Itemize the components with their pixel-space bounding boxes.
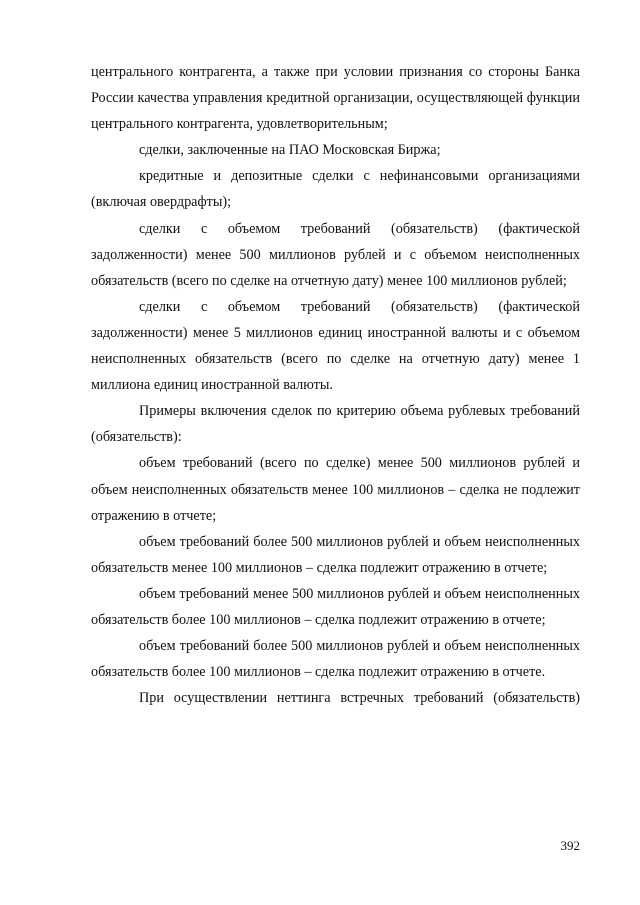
paragraph-moex-deals: сделки, заключенные на ПАО Московская Биржа; xyxy=(139,142,441,159)
page-number: 392 xyxy=(560,838,580,853)
paragraph-credit-deposit-deals: кредитные и депозитные сделки с нефинансовыми организациями (включая овердрафты); xyxy=(91,168,580,211)
paragraph-example-3: объем требований менее 500 миллионов рублей и объем неисполненных обязательств более 100 миллионов – сделка подлежит отражению в отчете; xyxy=(91,585,580,628)
paragraph-continuation: центрального контрагента, а также при условии признания со стороны Банка России качества управления кредитной организации, осуществляющей функции центрального контрагента, удовлетворительным; xyxy=(91,64,580,133)
paragraph-examples-intro: Примеры включения сделок по критерию объема рублевых требований (обязательств): xyxy=(91,403,580,446)
paragraph-example-1: объем требований (всего по сделке) менее 500 миллионов рублей и объем неисполненных обязательств менее 100 миллионов – сделка не подлежит отражению в отчете; xyxy=(91,455,580,524)
paragraph-example-2: объем требований более 500 миллионов рублей и объем неисполненных обязательств менее 100 миллионов – сделка подлежит отражению в отчете; xyxy=(91,533,580,576)
document-body xyxy=(91,59,580,711)
paragraph-netting: При осуществлении неттинга встречных требований (обязательств) xyxy=(139,690,580,707)
paragraph-fx-threshold: сделки с объемом требований (обязательств) (фактической задолженности) менее 5 миллионов единиц иностранной валюты и с объемом неисполненных обязательств (всего по сделке на отчетную дату) менее 1 миллиона единиц иностранной валюты. xyxy=(91,298,580,394)
paragraph-ruble-threshold: сделки с объемом требований (обязательств) (фактической задолженности) менее 500 миллионов рублей и с объемом неисполненных обязательств (всего по сделке на отчетную дату) менее 100 миллионов рублей; xyxy=(91,220,580,289)
paragraph-example-4: объем требований более 500 миллионов рублей и объем неисполненных обязательств более 100 миллионов – сделка подлежит отражению в отчете. xyxy=(91,638,580,681)
